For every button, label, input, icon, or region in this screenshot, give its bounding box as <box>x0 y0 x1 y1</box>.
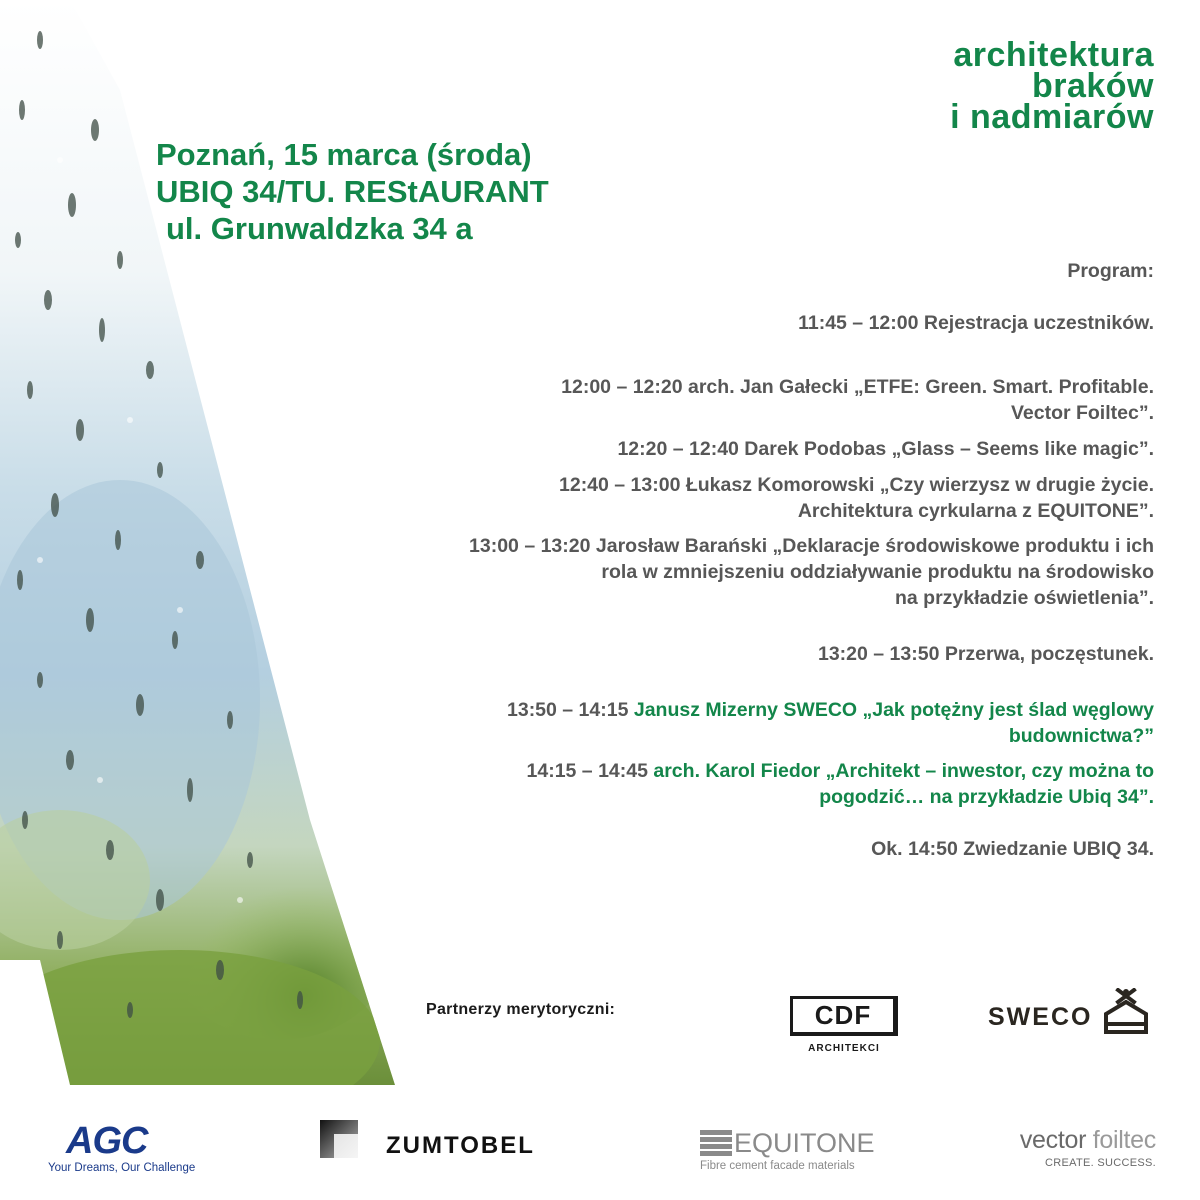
brand-line: braków <box>1031 67 1154 105</box>
program-item-line: 12:40 – 13:00 Łukasz Komorowski „Czy wierzysz w drugie życie. <box>559 474 1154 496</box>
program-heading: Program: <box>1067 260 1154 282</box>
program-item: 11:45 – 12:00 Rejestracja uczestników. <box>798 312 1154 334</box>
program-item-highlight <box>194 697 1154 749</box>
program-item <box>194 374 1154 426</box>
program-item: 13:20 – 13:50 Przerwa, poczęstunek. <box>817 643 1154 665</box>
vector-foiltec-tagline: CREATE. SUCCESS. <box>1045 1157 1156 1169</box>
cdf-logo-sub: ARCHITEKCI <box>808 1043 880 1054</box>
agc-logo <box>48 1122 195 1174</box>
program-time: 14:15 – 14:45 <box>526 760 648 782</box>
program-item: Ok. 14:50 Zwiedzanie UBIQ 34. <box>871 838 1154 860</box>
program-item-line: budownictwa?” <box>1008 725 1154 747</box>
agc-logo-name: AGC <box>66 1120 148 1162</box>
brand-title <box>950 36 1154 136</box>
cdf-logo <box>790 996 898 1054</box>
zumtobel-logo <box>320 1120 535 1158</box>
event-info <box>156 136 549 247</box>
program-item-line: na przykładzie oświetlenia”. <box>894 587 1154 609</box>
equitone-bars-icon <box>700 1130 732 1156</box>
equitone-logo <box>700 1130 875 1172</box>
vector-foiltec-logo-name <box>982 1126 1156 1155</box>
equitone-logo-name: EQUITONE <box>734 1128 875 1158</box>
program-item-line: rola w zmniejszeniu oddziaływanie produktu na środowisko <box>601 561 1154 583</box>
event-venue: UBIQ 34/TU. REStAURANT <box>156 174 549 209</box>
brand-line: architektura <box>953 36 1154 74</box>
program-item <box>194 472 1154 524</box>
program-item-line: Vector Foiltec”. <box>1010 402 1154 424</box>
brand-line: i nadmiarów <box>950 98 1154 136</box>
program-time: 13:50 – 14:15 <box>507 699 629 721</box>
vector-foiltec-logo <box>982 1126 1156 1169</box>
sweco-logo-name: SWECO <box>988 1003 1093 1031</box>
event-address: ul. Grunwaldzka 34 a <box>166 211 473 246</box>
program-item: 12:20 – 12:40 Darek Podobas „Glass – Seems like magic”. <box>617 438 1154 460</box>
equitone-tagline: Fibre cement facade materials <box>700 1160 855 1172</box>
sweco-logo <box>988 988 1152 1034</box>
sweco-house-icon <box>1100 988 1152 1034</box>
cdf-logo-name: CDF <box>790 996 898 1036</box>
program-item-line: Architektura cyrkularna z EQUITONE”. <box>797 500 1154 522</box>
program-item-line: 13:00 – 13:20 Jarosław Barański „Deklaracje środowiskowe produktu i ich <box>469 535 1154 557</box>
partners-label: Partnerzy merytoryczni: <box>426 1001 616 1018</box>
program-item-line: 12:00 – 12:20 arch. Jan Gałecki „ETFE: Green. Smart. Profitable. <box>561 376 1154 398</box>
event-date: Poznań, 15 marca (środa) <box>156 137 532 172</box>
program-item <box>194 533 1154 611</box>
zumtobel-logo-name: ZUMTOBEL <box>386 1132 535 1159</box>
program-item-line: pogodzić… na przykładzie Ubiq 34”. <box>819 786 1154 808</box>
program-item-line: arch. Karol Fiedor „Architekt – inwestor, czy można to <box>653 760 1154 782</box>
program-item-line: Janusz Mizerny SWECO „Jak potężny jest ślad węglowy <box>633 699 1154 721</box>
program-item-highlight <box>194 758 1154 810</box>
program-schedule <box>194 258 1154 862</box>
vector-logo-part: vector <box>1019 1126 1087 1154</box>
zumtobel-mark-icon <box>320 1120 358 1158</box>
foiltec-logo-part: foiltec <box>1092 1126 1156 1154</box>
agc-tagline: Your Dreams, Our Challenge <box>48 1162 196 1174</box>
